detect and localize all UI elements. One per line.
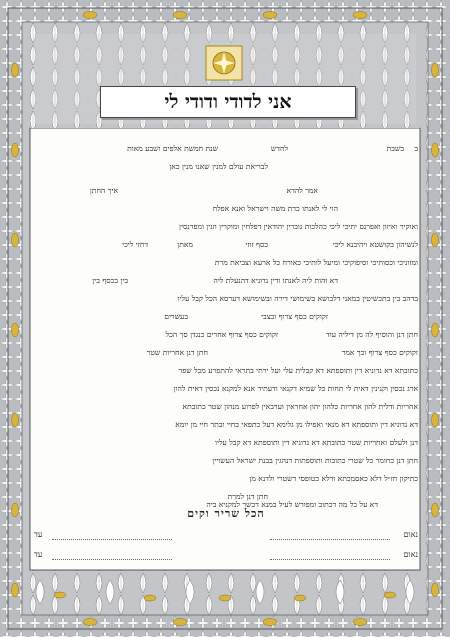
text-segment: ומזוניכי וכסותיכי וסיפוקיכי ומיעל לותיכי כאורח כל ארעא וצביאת מרת — [214, 258, 418, 267]
text-segment: כתיקון חז״ל דלא כאסמכתא ודלא כטופסי דשטרי ולדנא מן — [249, 474, 418, 483]
text-line — [34, 500, 418, 510]
text-segment: חתן דנן למרת — [227, 492, 268, 501]
text-segment: בשבת — [386, 144, 404, 153]
text-line — [34, 312, 418, 322]
text-line — [34, 276, 418, 286]
text-segment: חתן דנן אחריות שטר — [146, 348, 208, 357]
text-line — [34, 186, 418, 196]
text-segment: דא והות ליה לאנתו ודין נדוניא דהנעלת ליה — [213, 276, 338, 285]
closing-line: הכל שריר וקים — [187, 507, 265, 520]
text-line — [34, 204, 418, 214]
text-segment: כתובתא דא נדוניא דין ותוספתא דא קבלית עלי ועל ירתי בתראי להתפרע מכל שפר — [178, 366, 418, 375]
text-segment: בין בכסף בין — [92, 276, 128, 285]
text-segment: הוי לי לאנתו כדת משה וישראל ואנא אפלח — [212, 204, 338, 213]
signatory-label: נאום — [403, 550, 418, 559]
signatory-label: נאום — [403, 530, 418, 539]
text-line — [34, 420, 418, 430]
text-segment: בעשרים — [164, 312, 188, 321]
text-segment: לבריאת עולם למנין שאנו מנין כאן — [169, 162, 268, 171]
ketubah-text — [34, 140, 418, 558]
text-segment: חתן דנן והוסיף לה מן דיליה עוד — [326, 330, 418, 339]
text-line — [34, 438, 418, 448]
gold-medallion-icon — [204, 44, 244, 82]
text-segment: ואוקיר ואיזון ואפרנס יתיכי ליכי כהלכות גוברין יהודאין דפלחין ומוקרין וזנין ומפרנסין — [179, 222, 418, 231]
text-segment: כסף זוזי — [245, 240, 268, 249]
text-line — [34, 162, 418, 172]
text-line — [34, 366, 418, 376]
text-segment: ב — [414, 144, 418, 153]
witness-label: עד — [34, 550, 43, 559]
text-segment: אחריות ודלית להון אחריות כלהון יהון אחראין וערבאין לפרוע מנהון שטר כתובתא — [182, 402, 418, 411]
text-segment: שנת חמשת אלפים ושבע מאות — [127, 144, 218, 153]
text-line — [34, 384, 418, 394]
text-segment: איך החתן — [89, 186, 118, 195]
witness-line — [52, 539, 172, 540]
text-segment: מאתן — [177, 240, 193, 249]
text-segment: דנן ולעלם ואחריות שטר כתובתא דא נדוניא דין ותוספתא דא קבל עליו — [215, 438, 418, 447]
text-segment: אמר להדא — [286, 186, 318, 195]
text-segment: בדהב בין בתכשיטין במאני דלבושא בשימושי דירה ובשימושא דערסא הכל קבל עליו — [177, 294, 418, 303]
signature-line — [270, 559, 390, 560]
text-line — [34, 144, 418, 154]
text-segment: דא על כל מה דכתוב ומפורש לעיל במנא דכשר למקניא ביה — [206, 500, 378, 509]
text-line — [34, 258, 418, 268]
text-segment: לחדש — [270, 144, 288, 153]
text-line — [34, 222, 418, 232]
text-segment: דא נדוניא דין ותוספתא דא מנאי ואפילו מן גלימא דעל כתפאי בחיי ובתר חיי מן יומא — [175, 420, 418, 429]
text-segment: דחזי ליכי — [122, 240, 148, 249]
signature-line — [270, 539, 390, 540]
text-segment: ארג נכסין וקנינין דאית לי תחות כל שמיא דקנאי ודעתיד אנא למקנא נכסין דאית להון — [173, 384, 418, 393]
title-banner — [100, 86, 356, 118]
text-line — [34, 330, 418, 340]
text-line — [34, 240, 418, 250]
text-segment: זקוקים כסף צרוף אחרים כנגדן סך הכל — [165, 330, 278, 339]
text-segment: לנשיהון בקושטא ויהיבנא ליכי — [332, 240, 418, 249]
text-line — [34, 294, 418, 304]
witness-label: עד — [34, 530, 43, 539]
witness-line — [52, 559, 172, 560]
text-line — [34, 456, 418, 466]
text-line — [34, 474, 418, 484]
text-segment: זקוקים כסף צרוף וכך אמר — [341, 348, 418, 357]
page-title: אני לדודי ודודי לי — [164, 90, 292, 113]
text-line — [34, 402, 418, 412]
text-segment: זקוקים כסף צרוף ובצבי — [261, 312, 328, 321]
text-segment: חתן דנן כחומר כל שטרי כתובות ותוספתות דנהגין בבנת ישראל העשויין — [212, 456, 418, 465]
text-line — [34, 348, 418, 358]
